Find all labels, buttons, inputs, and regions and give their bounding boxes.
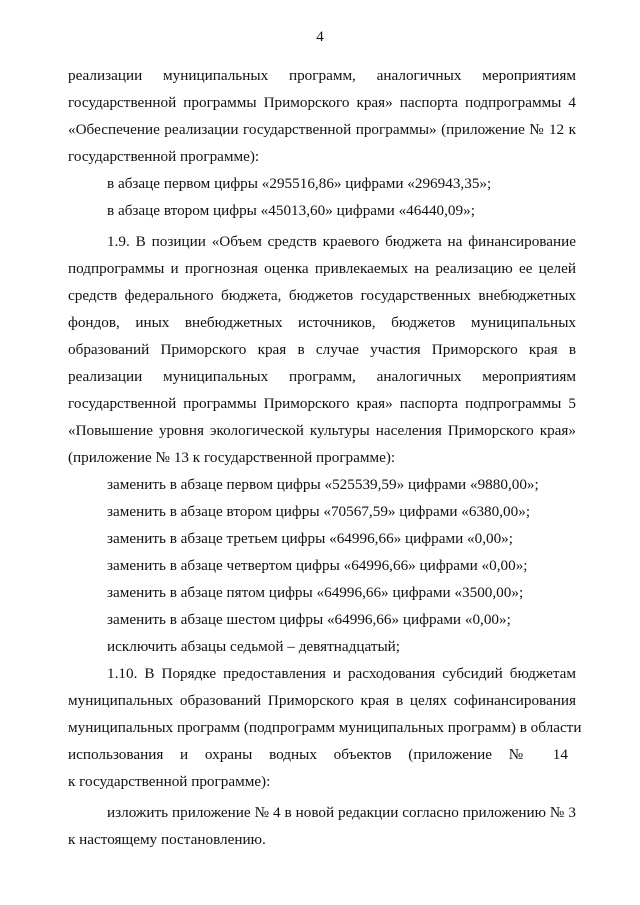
- text-line: заменить в абзаце шестом цифры «64996,66» цифрами «0,00»;: [107, 611, 511, 628]
- text-line: реализации муниципальных программ, аналогичных мероприятиям: [68, 67, 576, 84]
- text-line: муниципальных образований Приморского края в целях софинансирования: [68, 692, 576, 709]
- text-line: государственной программы Приморского края» паспорта подпрограммы 4: [68, 94, 576, 111]
- text-line: заменить в абзаце третьем цифры «64996,66» цифрами «0,00»;: [107, 530, 513, 547]
- text-line: 1.10. В Порядке предоставления и расходования субсидий бюджетам: [107, 665, 576, 682]
- text-line: государственной программы Приморского края» паспорта подпрограммы 5: [68, 395, 576, 412]
- text-line: муниципальных программ (подпрограмм муниципальных программ) в области: [68, 719, 582, 736]
- text-line: изложить приложение № 4 в новой редакции согласно приложению № 3: [107, 804, 576, 821]
- text-line: в абзаце втором цифры «45013,60» цифрами «46440,09»;: [107, 202, 475, 219]
- text-line: заменить в абзаце пятом цифры «64996,66» цифрами «3500,00»;: [107, 584, 524, 601]
- text-line: к настоящему постановлению.: [68, 831, 266, 848]
- text-line: «Повышение уровня экологической культуры населения Приморского края»: [68, 422, 576, 439]
- page-number: 4: [316, 29, 324, 45]
- text-line: исключить абзацы седьмой – девятнадцатый;: [107, 638, 401, 655]
- text-line: реализации муниципальных программ, аналогичных мероприятиям: [68, 368, 576, 385]
- text-line: образований Приморского края в случае участия Приморского края в: [68, 341, 576, 358]
- text-line: (приложение № 13 к государственной программе):: [68, 449, 396, 466]
- text-line: «Обеспечение реализации государственной программы» (приложение № 12 к: [68, 121, 576, 138]
- text-line: заменить в абзаце первом цифры «525539,59» цифрами «9880,00»;: [107, 476, 539, 493]
- text-line: заменить в абзаце втором цифры «70567,59» цифрами «6380,00»;: [107, 503, 531, 520]
- text-line: 1.9. В позиции «Объем средств краевого бюджета на финансирование: [107, 233, 576, 250]
- text-line: заменить в абзаце четвертом цифры «64996,66» цифрами «0,00»;: [107, 557, 528, 574]
- text-line: государственной программе):: [68, 148, 260, 165]
- text-line: к государственной программе):: [68, 773, 271, 790]
- text-line: средств федерального бюджета, бюджетов государственных внебюджетных: [68, 287, 576, 304]
- text-line: в абзаце первом цифры «295516,86» цифрами «296943,35»;: [107, 175, 492, 192]
- text-line: подпрограммы и прогнозная оценка привлекаемых на реализацию ее целей: [68, 260, 576, 277]
- text-line: использования и охраны водных объектов (приложение № 14: [68, 746, 568, 763]
- text-line: фондов, иных внебюджетных источников, бюджетов муниципальных: [68, 314, 576, 331]
